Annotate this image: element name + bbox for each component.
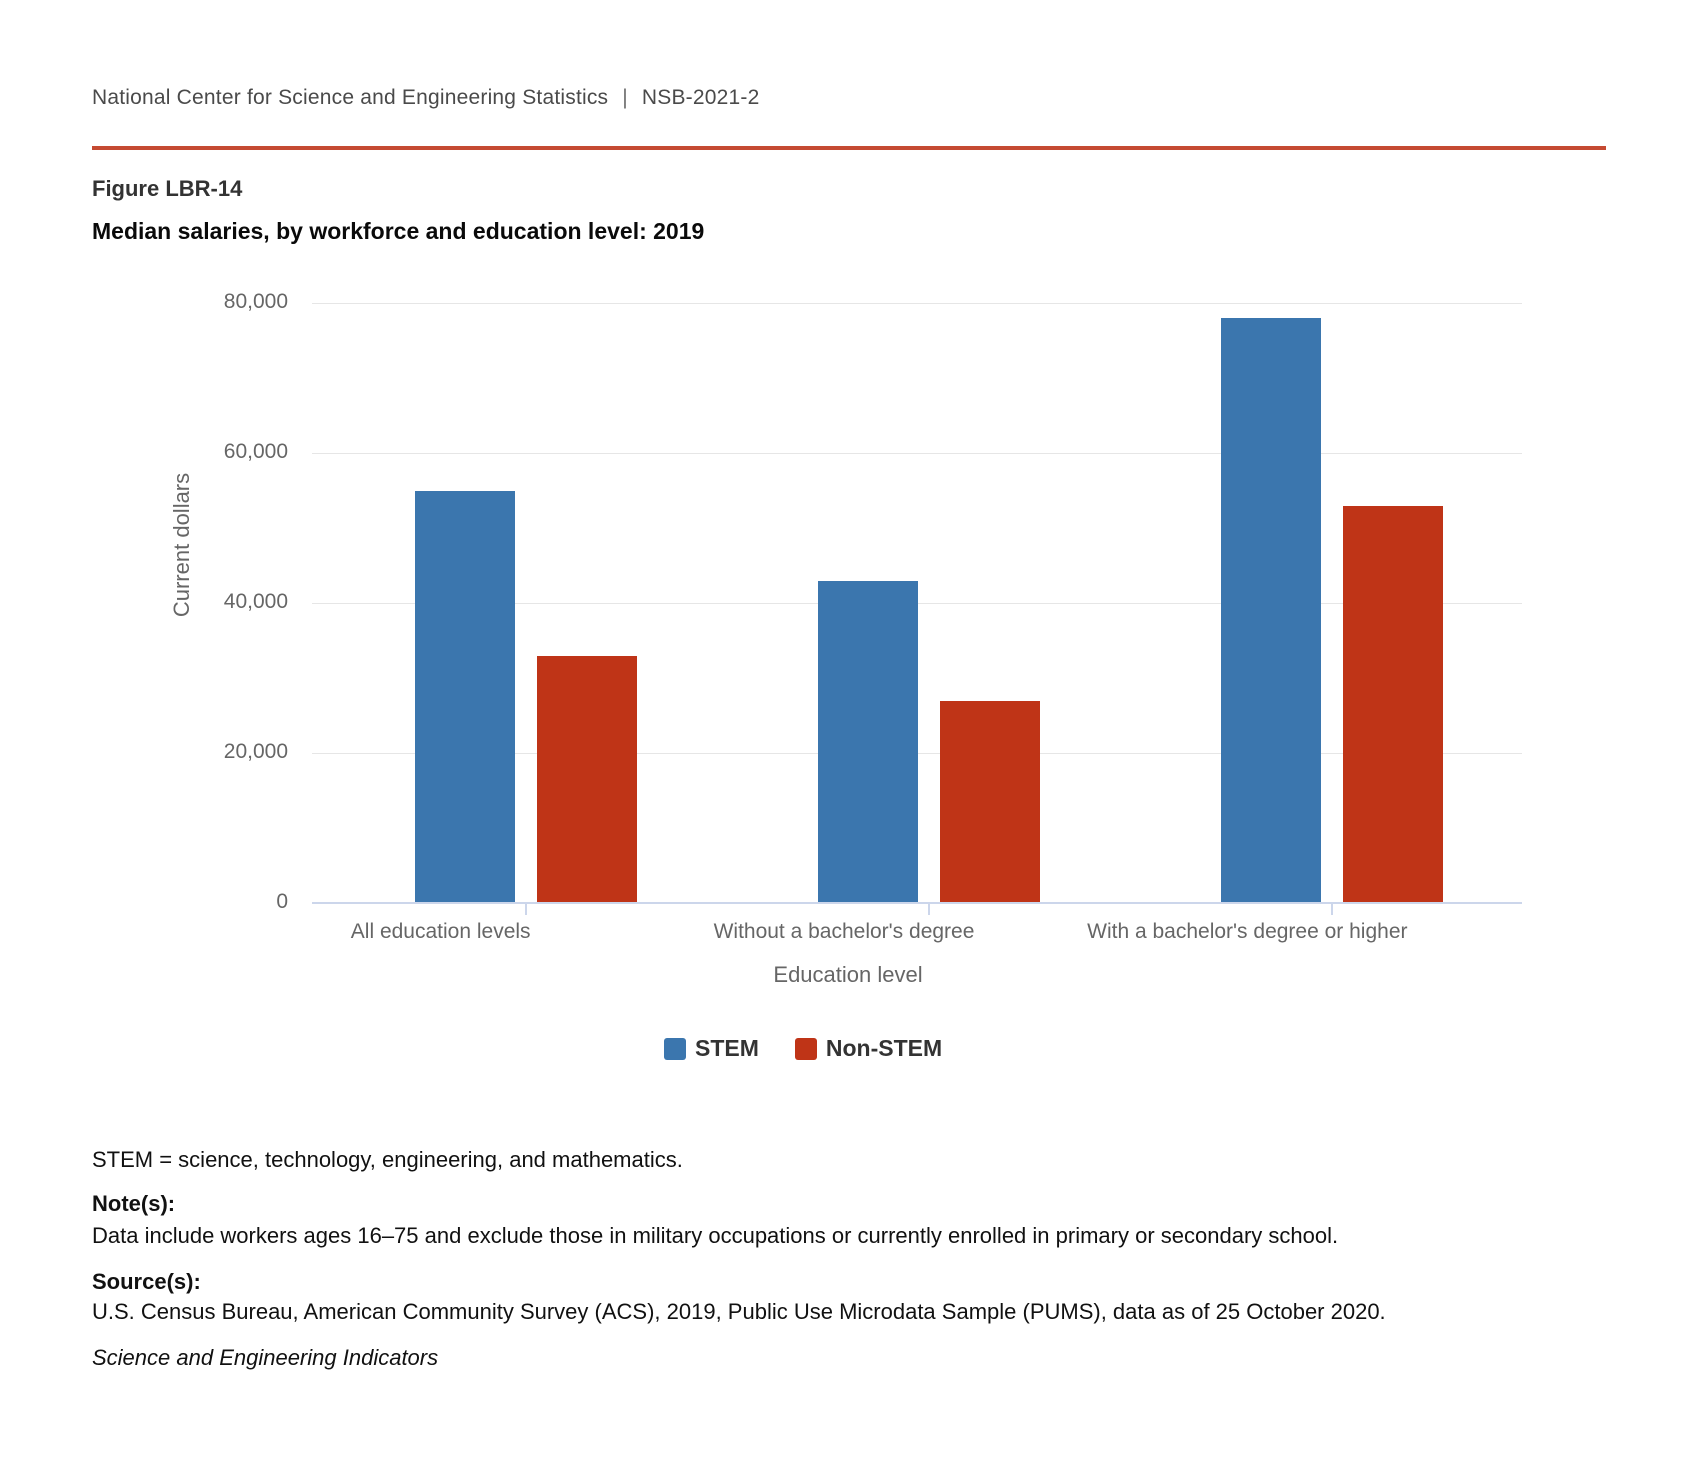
separator: | [622, 86, 628, 109]
bar-non-stem-2[interactable] [940, 701, 1040, 904]
sources-text: U.S. Census Bureau, American Community Survey (ACS), 2019, Public Use Microdata Sample (PUMS), data as of 25 October 2020. [92, 1299, 1386, 1324]
x-category-label: With a bachelor's degree or higher [1087, 920, 1408, 943]
bar-non-stem-3[interactable] [1343, 506, 1443, 904]
legend [664, 1035, 942, 1062]
org-name: National Center for Science and Engineering Statistics [92, 86, 609, 109]
x-axis-line [312, 902, 1522, 904]
x-axis-tick [525, 904, 527, 915]
x-category-label: All education levels [350, 920, 531, 943]
legend-swatch-stem [664, 1038, 686, 1060]
sources-label: Source(s): [92, 1269, 201, 1294]
y-tick-label: 20,000 [223, 740, 288, 763]
y-tick-label: 40,000 [223, 590, 288, 613]
legend-swatch-non-stem [795, 1038, 817, 1060]
y-tick-label: 80,000 [223, 290, 288, 313]
legend-label-non-stem: Non-STEM [825, 1035, 943, 1061]
x-category-label: Without a bachelor's degree [713, 920, 975, 943]
legend-item-non-stem[interactable] [795, 1035, 942, 1062]
notes-text: Data include workers ages 16–75 and exclude those in military occupations or currently enrolled in primary or secondary school. [92, 1223, 1339, 1248]
x-axis-tick [1331, 904, 1333, 915]
notes-label: Note(s): [92, 1191, 176, 1216]
bar-non-stem-1[interactable] [537, 656, 637, 904]
abbreviation-note: STEM = science, technology, engineering, and mathematics. [92, 1147, 683, 1172]
x-axis-title: Education level [773, 962, 923, 987]
gridline [312, 453, 1522, 454]
bar-stem-3[interactable] [1221, 318, 1321, 903]
gridline [312, 303, 1522, 304]
y-tick-label: 60,000 [223, 440, 288, 463]
attribution: Science and Engineering Indicators [92, 1345, 439, 1370]
chart-title: Median salaries, by workforce and education level: 2019 [92, 218, 705, 244]
figure-label: Figure LBR-14 [92, 176, 243, 201]
x-axis-tick [928, 904, 930, 915]
legend-item-stem[interactable] [664, 1035, 759, 1062]
y-tick-label: 0 [276, 890, 288, 913]
report-id: NSB-2021-2 [641, 86, 760, 109]
bar-stem-2[interactable] [818, 581, 918, 904]
y-axis-title: Current dollars [169, 472, 194, 618]
bar-stem-1[interactable] [415, 491, 515, 904]
legend-label-stem: STEM [695, 1035, 759, 1061]
